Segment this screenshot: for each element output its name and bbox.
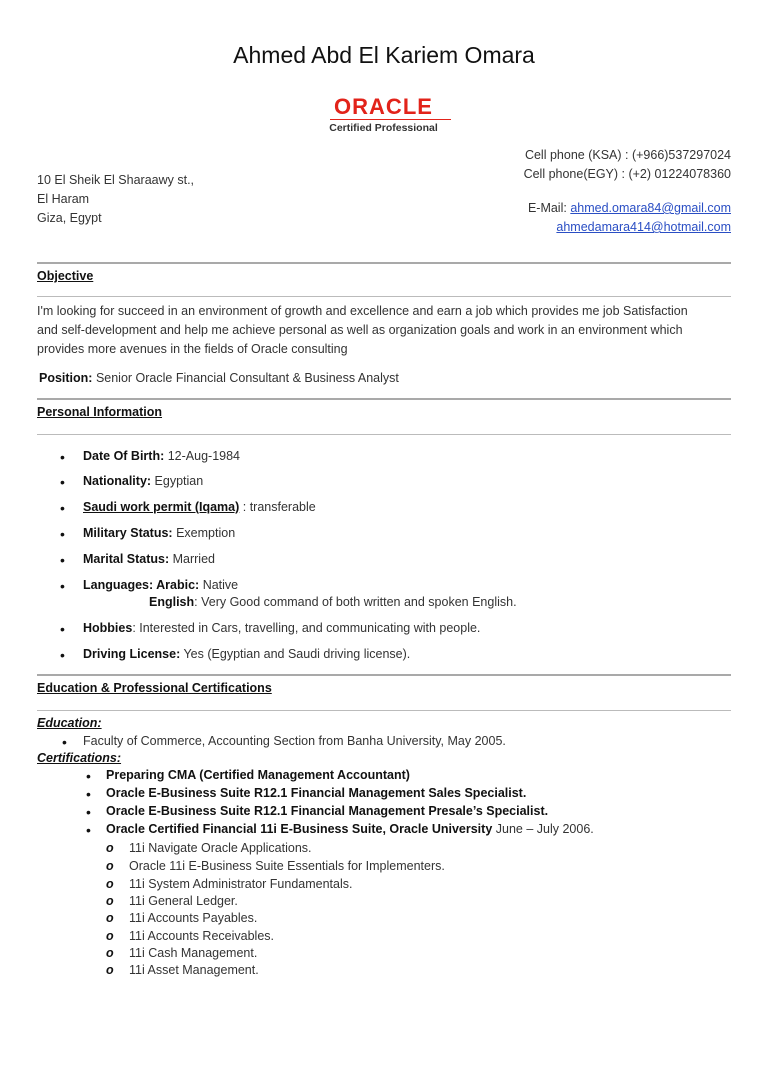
cert-title: Oracle E-Business Suite R12.1 Financial Management Sales Specialist. <box>106 786 527 800</box>
course-text: 11i Asset Management. <box>129 963 259 977</box>
education-item-text: Faculty of Commerce, Accounting Section from Banha University, May 2005. <box>83 734 506 748</box>
address-block <box>37 171 194 228</box>
item-label: Nationality: <box>83 474 152 488</box>
item-value: Married <box>169 552 215 566</box>
oracle-logo-text: ORACLE <box>334 94 433 119</box>
personal-item <box>60 500 316 516</box>
cert-title: Oracle Certified Financial 11i E-Business Suite, Oracle University <box>106 822 493 836</box>
sub-bullet-icon: o <box>106 841 114 855</box>
cert-date: June – July 2006. <box>492 822 594 836</box>
bullet-icon: • <box>86 822 91 838</box>
certification-item <box>86 822 594 838</box>
bullet-icon: • <box>86 786 91 802</box>
bullet-icon: • <box>60 578 65 594</box>
bullet-icon: • <box>60 449 65 465</box>
item-label: Date Of Birth: <box>83 449 165 463</box>
item-label: Hobbies <box>83 621 133 635</box>
bullet-icon: • <box>60 526 65 542</box>
course-text: 11i Cash Management. <box>129 946 258 960</box>
objective-line: provides more avenues in the fields of Oracle consulting <box>37 342 348 356</box>
item-label: Languages: Arabic: <box>83 578 200 592</box>
personal-item <box>60 552 215 568</box>
item-label: Driving License: <box>83 647 181 661</box>
section-divider <box>37 674 731 676</box>
course-item <box>106 877 353 891</box>
item-value: Yes (Egyptian and Saudi driving license). <box>180 647 411 661</box>
item-label: English <box>149 595 195 609</box>
personal-item <box>60 474 204 490</box>
objective-line: I'm looking for succeed in an environment of growth and excellence and earn a job which provides me job Satisfaction <box>37 304 688 318</box>
objective-line: and self-development and help me achieve personal as well as organization goals and work in an environment which <box>37 323 683 337</box>
sub-bullet-icon: o <box>106 963 114 977</box>
education-heading: Education & Professional Certifications <box>37 681 272 695</box>
section-divider <box>37 434 731 435</box>
cert-title: Preparing CMA (Certified Management Accountant) <box>106 768 410 782</box>
course-item <box>106 859 445 873</box>
email-link-hotmail[interactable]: ahmedamara414@hotmail.com <box>556 220 731 234</box>
item-value: Native <box>199 578 239 592</box>
personal-item <box>60 621 481 637</box>
address-line: 10 El Sheik El Sharaawy st., <box>37 173 195 187</box>
objective-heading: Objective <box>37 269 94 283</box>
resume-name: Ahmed Abd El Kariem Omara <box>233 42 535 68</box>
item-value: Exemption <box>172 526 236 540</box>
phone-egy: Cell phone(EGY) : (+2) 01224078360 <box>523 167 731 181</box>
certification-item <box>86 768 410 784</box>
sub-bullet-icon: o <box>106 894 114 908</box>
email-line <box>524 218 731 237</box>
bullet-icon: • <box>60 500 65 516</box>
email-line <box>524 199 731 218</box>
course-text: 11i Navigate Oracle Applications. <box>129 841 312 855</box>
oracle-certified-logo <box>316 96 451 140</box>
sub-bullet-icon: o <box>106 859 114 873</box>
section-divider <box>37 398 731 400</box>
course-text: 11i General Ledger. <box>129 894 238 908</box>
certification-item <box>86 786 527 802</box>
sub-bullet-icon: o <box>106 877 114 891</box>
section-divider <box>37 296 731 297</box>
position-line <box>39 371 399 385</box>
phone-ksa: Cell phone (KSA) : (+966)537297024 <box>524 148 731 162</box>
item-value: : Interested in Cars, travelling, and communicating with people. <box>132 621 481 635</box>
email-label: E-Mail: <box>527 201 571 215</box>
logo-subtitle: Certified Professional <box>329 122 438 134</box>
course-text: Oracle 11i E-Business Suite Essentials for Implementers. <box>129 859 445 873</box>
course-text: 11i System Administrator Fundamentals. <box>129 877 353 891</box>
course-item <box>106 911 258 925</box>
sub-bullet-icon: o <box>106 929 114 943</box>
address-line: El Haram <box>37 192 90 206</box>
item-value: : transferable <box>239 500 316 514</box>
objective-text <box>37 302 733 359</box>
item-value: Egyptian <box>151 474 204 488</box>
position-value: Senior Oracle Financial Consultant & Business Analyst <box>92 371 399 385</box>
item-label: Saudi work permit (Iqama) <box>83 500 240 514</box>
personal-item <box>60 578 239 594</box>
course-item <box>106 841 312 855</box>
item-label: Marital Status: <box>83 552 170 566</box>
position-label: Position: <box>39 371 93 385</box>
item-value: : Very Good command of both written and spoken English. <box>194 595 517 609</box>
course-item <box>106 894 238 908</box>
course-item <box>106 963 259 977</box>
item-value: 12-Aug-1984 <box>164 449 241 463</box>
bullet-icon: • <box>86 804 91 820</box>
personal-heading: Personal Information <box>37 405 163 419</box>
sub-bullet-icon: o <box>106 911 114 925</box>
education-item <box>62 734 506 750</box>
email-link-gmail[interactable]: ahmed.omara84@gmail.com <box>570 201 731 215</box>
course-text: 11i Accounts Receivables. <box>129 929 274 943</box>
bullet-icon: • <box>60 647 65 663</box>
course-item <box>106 946 258 960</box>
personal-item <box>60 647 411 663</box>
personal-subitem <box>149 595 517 609</box>
personal-item <box>60 526 236 542</box>
bullet-icon: • <box>60 552 65 568</box>
education-label: Education: <box>37 716 102 730</box>
course-text: 11i Accounts Payables. <box>129 911 258 925</box>
bullet-icon: • <box>62 734 67 750</box>
personal-item <box>60 449 241 465</box>
section-divider <box>37 710 731 711</box>
bullet-icon: • <box>60 621 65 637</box>
cert-title: Oracle E-Business Suite R12.1 Financial Management Presale’s Specialist. <box>106 804 549 818</box>
certifications-label: Certifications: <box>37 751 122 765</box>
course-item <box>106 929 274 943</box>
contact-block <box>524 146 731 237</box>
address-line: Giza, Egypt <box>37 211 102 225</box>
sub-bullet-icon: o <box>106 946 114 960</box>
bullet-icon: • <box>86 768 91 784</box>
bullet-icon: • <box>60 474 65 490</box>
certification-item <box>86 804 549 820</box>
item-label: Military Status: <box>83 526 173 540</box>
section-divider <box>37 262 731 264</box>
logo-rule <box>330 119 451 120</box>
